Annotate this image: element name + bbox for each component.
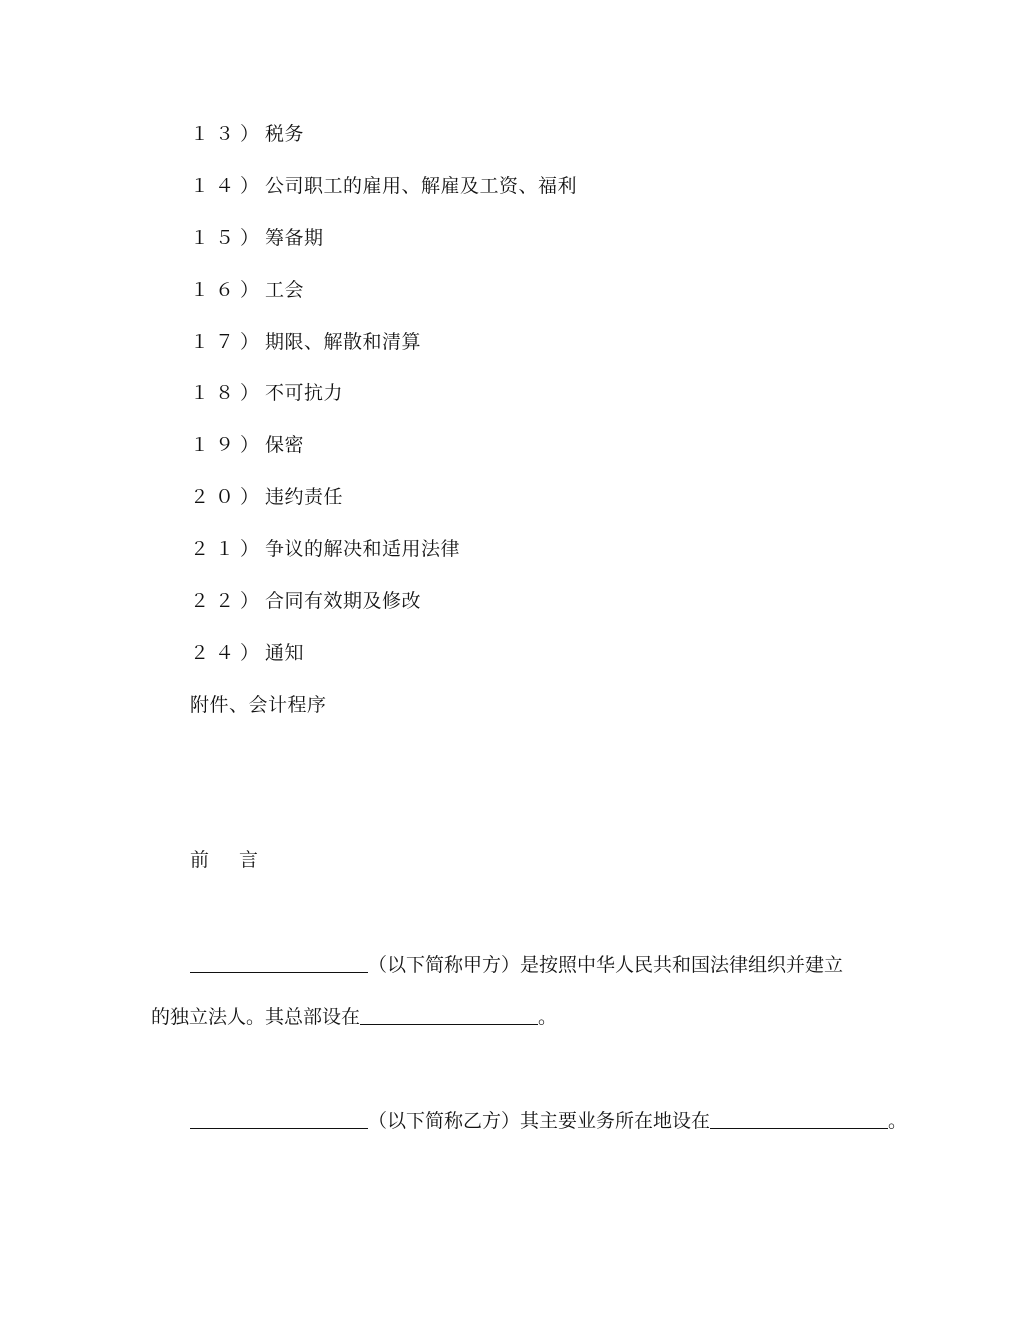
party-b-suffix: 。 <box>888 1110 908 1132</box>
toc-text: 争议的解决和适用法律 <box>265 538 461 560</box>
toc-item-15 <box>190 226 324 250</box>
toc-number: １４） <box>190 175 266 197</box>
toc-number: １６） <box>190 279 266 301</box>
party-b-location-blank[interactable] <box>710 1110 888 1129</box>
toc-item-16 <box>190 278 304 302</box>
toc-text: 期限、解散和清算 <box>265 331 422 353</box>
toc-number: ２４） <box>190 642 266 664</box>
party-b-line <box>190 1109 907 1133</box>
toc-item-24 <box>190 641 304 665</box>
toc-text: 税务 <box>265 123 305 145</box>
toc-appendix: 附件、会计程序 <box>190 694 327 716</box>
toc-item-21 <box>190 537 460 561</box>
party-a-text: （以下简称甲方）是按照中华人民共和国法律组织并建立 <box>368 954 844 976</box>
toc-number: １７） <box>190 331 266 353</box>
toc-number: ２０） <box>190 486 266 508</box>
toc-text: 保密 <box>265 434 305 456</box>
toc-text: 通知 <box>265 642 305 664</box>
toc-item-17 <box>190 330 421 354</box>
party-b-name-blank[interactable] <box>190 1110 368 1129</box>
party-a-hq-prefix: 的独立法人。其总部设在 <box>151 1006 361 1028</box>
party-a-name-blank[interactable] <box>190 954 368 973</box>
party-a-line-1 <box>190 953 843 977</box>
party-a-line-2 <box>151 1005 557 1029</box>
toc-item-14 <box>190 174 577 198</box>
toc-item-19 <box>190 433 304 457</box>
party-a-hq-suffix: 。 <box>538 1006 558 1028</box>
toc-text: 工会 <box>265 279 305 301</box>
toc-text: 公司职工的雇用、解雇及工资、福利 <box>265 175 578 197</box>
toc-item-22 <box>190 589 421 613</box>
toc-text: 筹备期 <box>265 227 324 249</box>
toc-number: １９） <box>190 434 266 456</box>
preface-title: 前 言 <box>190 849 271 871</box>
toc-number: ２２） <box>190 590 266 612</box>
toc-item-20 <box>190 485 343 509</box>
toc-number: ２１） <box>190 538 266 560</box>
toc-number: １５） <box>190 227 266 249</box>
toc-text: 违约责任 <box>265 486 344 508</box>
party-a-hq-blank[interactable] <box>360 1006 538 1025</box>
toc-item-13 <box>190 122 304 146</box>
toc-item-18 <box>190 381 343 405</box>
party-b-text: （以下简称乙方）其主要业务所在地设在 <box>368 1110 711 1132</box>
toc-number: １３） <box>190 123 266 145</box>
toc-text: 不可抗力 <box>265 382 344 404</box>
toc-number: １８） <box>190 382 266 404</box>
toc-text: 合同有效期及修改 <box>265 590 422 612</box>
